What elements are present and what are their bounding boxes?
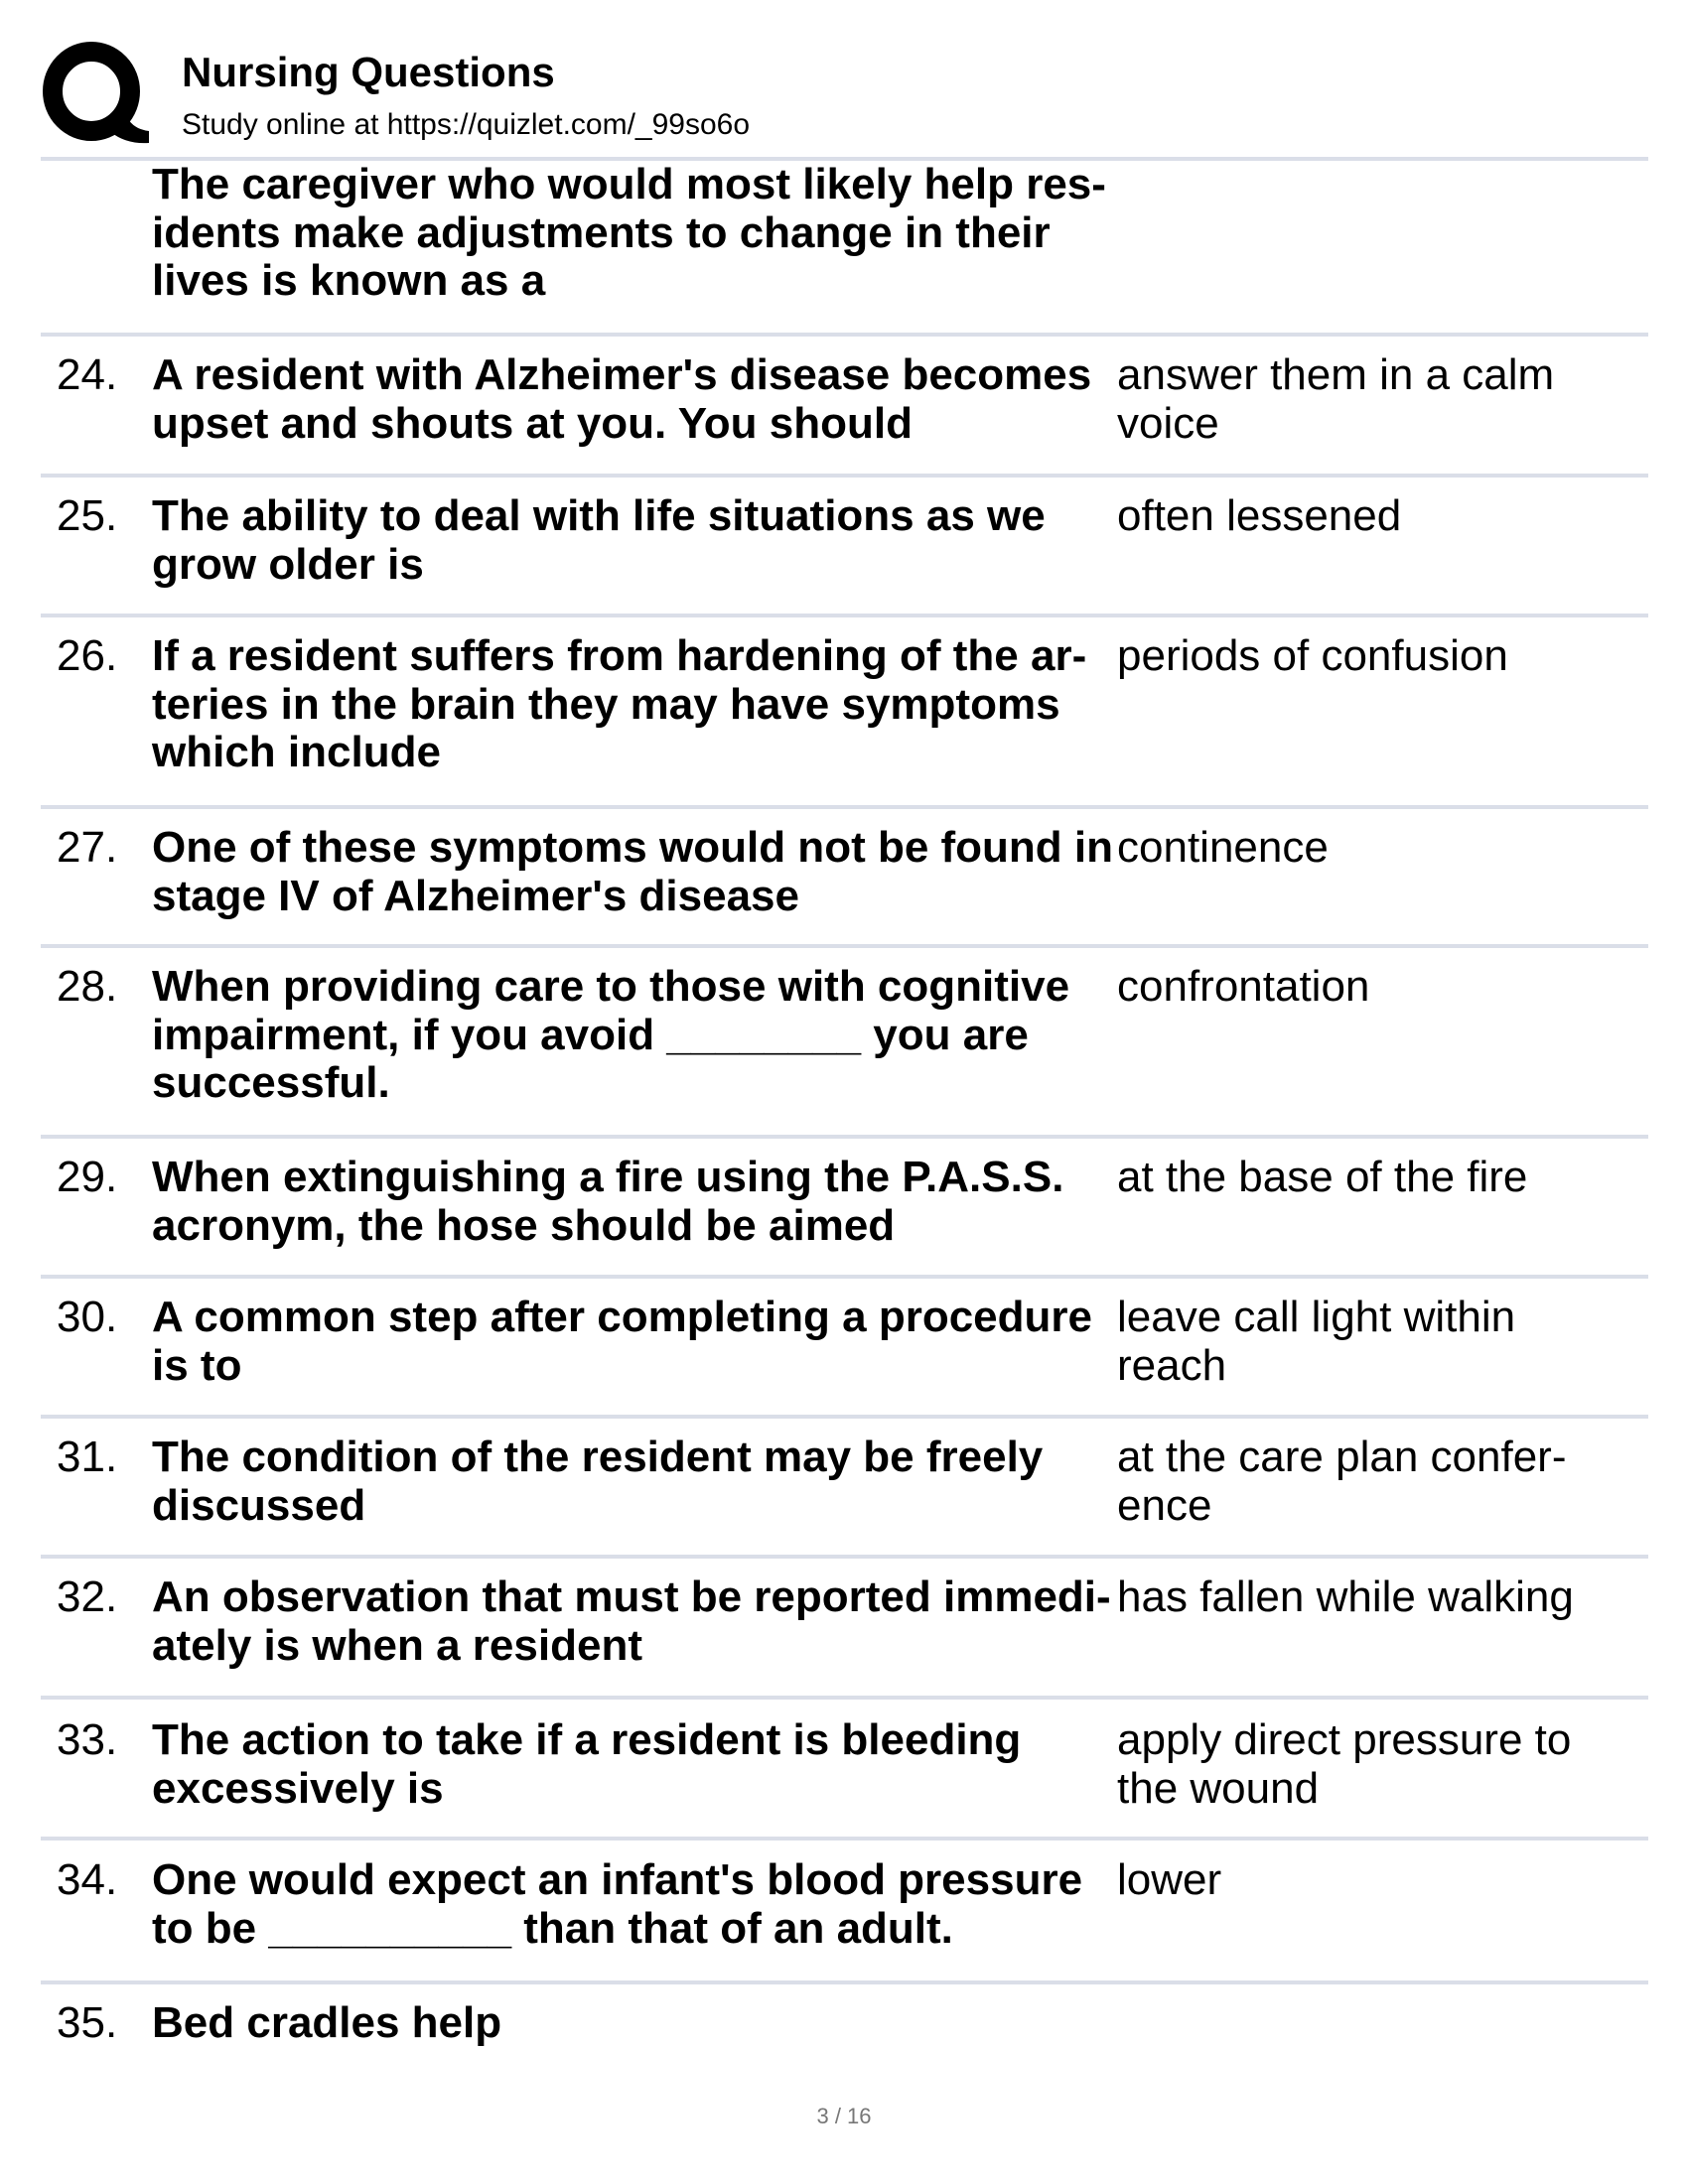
question-line: discussed [152,1480,366,1530]
row-divider [41,333,1648,337]
card-number: 28. [57,962,118,1011]
row-divider [41,1696,1648,1700]
answer-line: confrontation [1117,962,1370,1011]
question-line: teries in the brain they may have symptoms [152,679,1060,729]
row-divider [41,805,1648,809]
card-answer [1117,492,1653,541]
card-answer [1117,632,1653,681]
answer-line: leave call light within [1117,1293,1516,1341]
row-divider [41,1415,1648,1419]
card-answer [1117,1294,1653,1390]
page-indicator: 3 / 16 [816,2104,872,2128]
card-question [152,1294,1110,1390]
study-online-link[interactable]: Study online at https://quizlet.com/_99so6o [182,108,751,141]
card-question [152,632,1110,777]
card-number: 29. [57,1153,118,1201]
row-divider [41,1275,1648,1279]
question-line: The condition of the resident may be freely [152,1433,1044,1481]
card-question [152,1999,1110,2048]
question-line: idents make adjustments to change in their [152,207,1051,257]
page-title: Nursing Questions [182,49,555,95]
card-question [152,1154,1110,1250]
card-question [152,823,1113,920]
card-number: 26. [57,631,118,680]
answer-line: has fallen while walking [1117,1572,1574,1621]
question-line: stage IV of Alzheimer's disease [152,871,799,920]
question-line: One would expect an infant's blood pressure [152,1855,1083,1904]
card-question [152,492,1110,589]
answer-line: reach [1117,1340,1227,1390]
card-number: 25. [57,491,118,540]
answer-line: answer them in a calm [1117,350,1555,399]
row-divider [41,1555,1648,1559]
answer-line: lower [1117,1855,1222,1904]
question-line: The action to take if a resident is bleeding [152,1715,1022,1764]
question-line: impairment, if you avoid ________ you are [152,1010,1029,1059]
card-question [152,1856,1110,1953]
answer-line: voice [1117,398,1219,448]
card-answer [1117,1716,1653,1813]
card-answer [1117,824,1653,873]
row-divider [41,614,1648,617]
row-divider [41,1980,1648,1984]
card-number: 27. [57,823,118,872]
answer-line: at the care plan confer- [1117,1433,1567,1481]
quizlet-logo-icon [42,42,151,147]
question-line: When providing care to those with cognitive [152,962,1070,1011]
question-line: acronym, the hose should be aimed [152,1200,896,1250]
row-divider [41,944,1648,948]
question-line: Bed cradles help [152,1998,502,2047]
card-question [152,1716,1110,1813]
question-line: upset and shouts at you. You should [152,398,913,448]
card-answer [1117,1573,1653,1622]
row-divider [41,474,1648,478]
card-answer [1117,1154,1653,1202]
card-number: 34. [57,1855,118,1904]
card-answer [1117,351,1653,448]
card-question [152,351,1110,448]
question-line: grow older is [152,539,424,589]
card-question [152,963,1110,1108]
card-number: 33. [57,1715,118,1764]
row-divider [41,1837,1648,1841]
question-line: One of these symptoms would not be found in [152,823,1113,872]
question-line: The ability to deal with life situations as we [152,491,1046,540]
card-number: 24. [57,350,118,399]
question-line: excessively is [152,1763,444,1813]
answer-line: at the base of the fire [1117,1153,1528,1201]
question-line: is to [152,1340,242,1390]
question-line: If a resident suffers from hardening of the ar- [152,631,1087,680]
question-line: A common step after completing a procedure [152,1293,1092,1341]
card-number: 31. [57,1433,118,1481]
card-answer [1117,1433,1653,1530]
answer-line: the wound [1117,1763,1320,1813]
answer-line: apply direct pressure to [1117,1715,1572,1764]
card-number: 35. [57,1998,118,2047]
answer-line: continence [1117,823,1329,872]
answer-line: ence [1117,1480,1212,1530]
question-line: An observation that must be reported immedi- [152,1572,1111,1621]
card-question [152,161,1110,306]
question-line: The caregiver who would most likely help res- [152,160,1106,208]
answer-line: often lessened [1117,491,1402,540]
question-line: lives is known as a [152,256,546,305]
card-answer [1117,1856,1653,1905]
question-line: A resident with Alzheimer's disease becomes [152,350,1092,399]
row-divider [41,1135,1648,1139]
card-answer [1117,963,1653,1012]
question-line: which include [152,728,441,776]
card-question [152,1433,1110,1530]
question-line: ately is when a resident [152,1620,642,1670]
card-number: 32. [57,1572,118,1621]
question-line: When extinguishing a fire using the P.A.S.S. [152,1153,1064,1201]
question-line: to be __________ than that of an adult. [152,1903,953,1953]
card-question [152,1573,1110,1670]
card-number: 30. [57,1293,118,1341]
answer-line: periods of confusion [1117,631,1508,680]
question-line: successful. [152,1058,390,1107]
